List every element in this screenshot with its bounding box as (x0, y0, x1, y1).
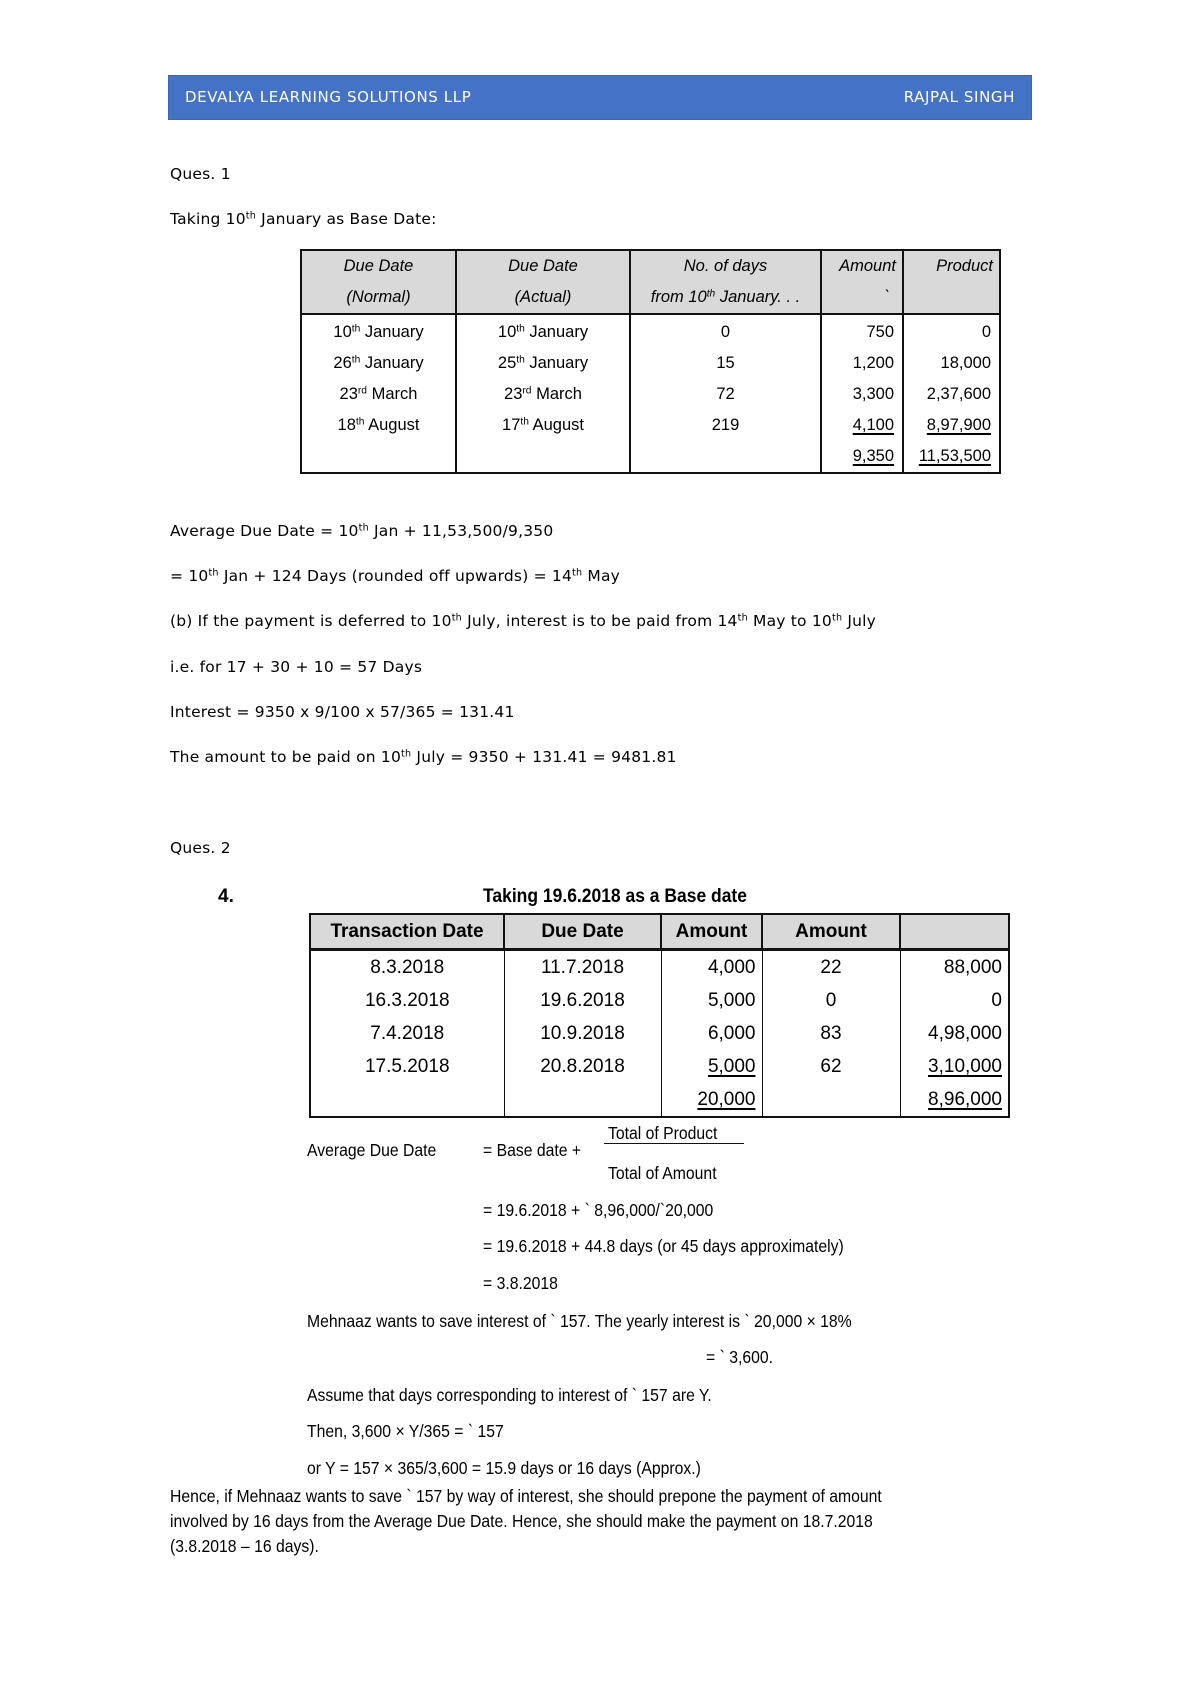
header-author: RAJPAL SINGH (903, 88, 1015, 106)
table-row: 26th January 25th January 15 1,200 18,000 (301, 348, 1000, 379)
q2-title: Taking 19.6.2018 as a Base date (483, 886, 747, 907)
q2-table-header (310, 914, 1009, 950)
table-row: 8.3.2018 11.7.2018 4,000 22 88,000 (310, 950, 1009, 985)
col-days: No. of days from 10th January. . . (630, 250, 821, 314)
total-product: 11,53,500 (918, 447, 991, 465)
table-row: 18th August 17th August 219 4,100 8,97,900 (301, 410, 1000, 441)
page-header-bar (168, 75, 1032, 120)
table-row: 10th January 10th January 0 750 0 (301, 314, 1000, 348)
q1-line-6: The amount to be paid on 10th July = 9350 + 131.41 = 9481.81 (170, 748, 677, 766)
col-due-normal: Due Date (Normal) (301, 250, 456, 314)
table-row: 23rd March 23rd March 72 3,300 2,37,600 (301, 379, 1000, 410)
mehnaaz-line: Mehnaaz wants to save interest of ` 157. The yearly interest is ` 20,000 × 18% (307, 1311, 852, 1331)
fraction-bar (604, 1143, 744, 1144)
col-transaction-date: Transaction Date (310, 914, 504, 950)
then-line: Then, 3,600 × Y/365 = ` 157 (307, 1421, 504, 1441)
conclusion: Hence, if Mehnaaz wants to save ` 157 by way of interest, she should prepone the payment of amount involved by 16 days from the Average Due Date. Hence, she should make the payment on 18.7.2018 (3.8.2018 – 16 days). (170, 1486, 882, 1556)
formula-eq: = Base date + (483, 1140, 582, 1160)
q1-label: Ques. 1 (170, 165, 231, 183)
col-product: Product (903, 250, 1000, 314)
q1-line-1: Average Due Date = 10th Jan + 11,53,500/9,350 (170, 522, 554, 540)
total-product: 8,96,000 (928, 1088, 1002, 1110)
table-total-row (301, 441, 1000, 473)
total-amount: 20,000 (697, 1088, 756, 1110)
formula-label: Average Due Date (307, 1140, 437, 1160)
step-3: = 3.8.2018 (483, 1273, 558, 1293)
formula-denominator: Total of Amount (608, 1163, 717, 1183)
q1-line-3: (b) If the payment is deferred to 10th July, interest is to be paid from 14th May to 10th July (170, 612, 877, 630)
q1-line-5: Interest = 9350 x 9/100 x 57/365 = 131.41 (170, 703, 515, 721)
q1-line-2: = 10th Jan + 124 Days (rounded off upwards) = 14th May (170, 567, 621, 585)
yearly-result: = ` 3,600. (706, 1347, 773, 1367)
q2-label: Ques. 2 (170, 839, 231, 857)
table-row: 17.5.2018 20.8.2018 5,000 62 3,10,000 (310, 1050, 1009, 1083)
step-1: = 19.6.2018 + ` 8,96,000/`20,000 (483, 1200, 714, 1220)
or-y-line: or Y = 157 × 365/3,600 = 15.9 days or 16 days (Approx.) (307, 1458, 701, 1478)
q1-line-4: i.e. for 17 + 30 + 10 = 57 Days (170, 658, 423, 676)
formula-numerator: Total of Product (608, 1123, 718, 1143)
col-product (900, 914, 1009, 950)
col-due-actual: Due Date (Actual) (456, 250, 630, 314)
q2-number: 4. (218, 886, 234, 907)
col-amount: Amount (661, 914, 762, 950)
table-row: 7.4.2018 10.9.2018 6,000 83 4,98,000 (310, 1017, 1009, 1050)
table-total-row (310, 1083, 1009, 1117)
header-company: DEVALYA LEARNING SOLUTIONS LLP (185, 88, 472, 106)
col-days: Amount (762, 914, 900, 950)
table-row: 16.3.2018 19.6.2018 5,000 0 0 (310, 984, 1009, 1017)
col-due-date: Due Date (504, 914, 661, 950)
step-2: = 19.6.2018 + 44.8 days (or 45 days approximately) (483, 1236, 844, 1256)
q1-table-header (301, 250, 1000, 314)
q1-table (300, 249, 1001, 474)
total-amount: 9,350 (852, 447, 894, 465)
assume-line: Assume that days corresponding to interest of ` 157 are Y. (307, 1385, 712, 1405)
q2-table (309, 913, 1010, 1118)
q1-intro: Taking 10th January as Base Date: (170, 210, 437, 228)
col-amount: Amount ` (821, 250, 903, 314)
